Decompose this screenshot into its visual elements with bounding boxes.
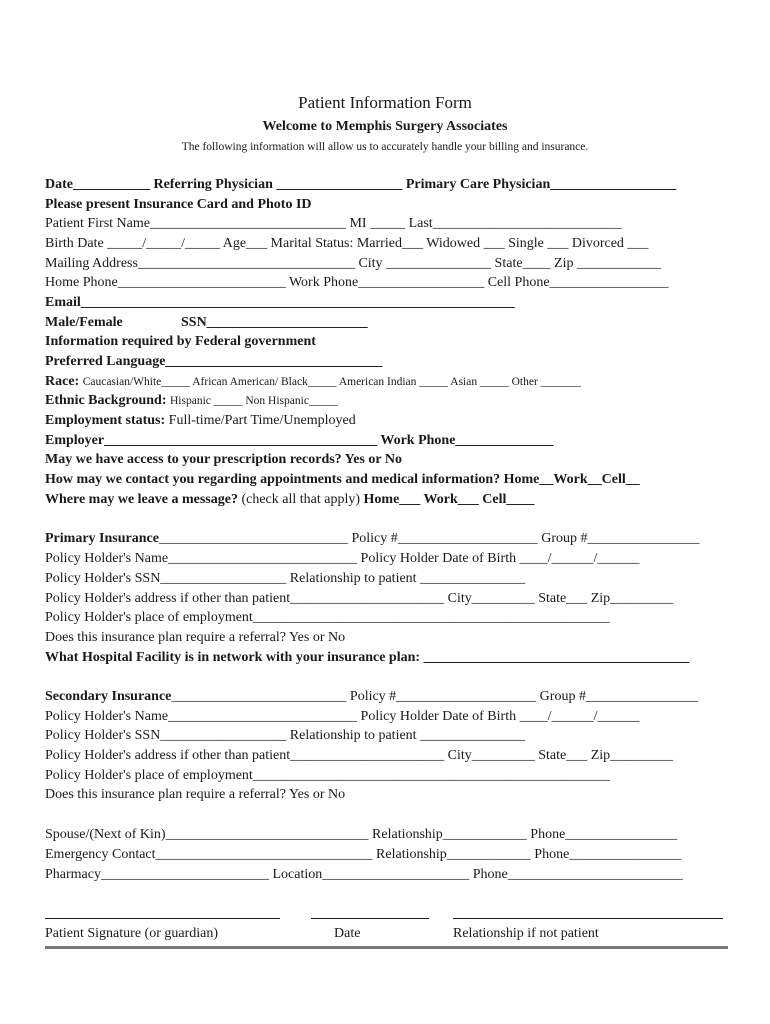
patient-signature-field[interactable] xyxy=(45,918,280,919)
patient-name-line[interactable]: Patient First Name____________________________ MI _____ Last___________________________ xyxy=(45,216,622,231)
date-physician-line[interactable]: Date___________ Referring Physician __________________ Primary Care Physician__________________ xyxy=(45,177,677,192)
signature-date-field[interactable] xyxy=(311,918,429,919)
gender-label[interactable]: Male/Female xyxy=(45,315,123,330)
message-options[interactable]: Home___ Work___ Cell____ xyxy=(363,492,535,507)
mailing-address-line[interactable]: Mailing Address_______________________________ City _______________ State____ Zip ____________ xyxy=(45,256,661,271)
primary-referral-line[interactable]: Does this insurance plan require a referral? Yes or No xyxy=(45,630,346,645)
federal-info-heading: Information required by Federal government xyxy=(45,334,316,349)
employment-options[interactable]: Full-time/Part Time/Unemployed xyxy=(168,413,356,428)
practice-welcome: Welcome to Memphis Surgery Associates xyxy=(262,119,508,134)
primary-holder-name-line[interactable]: Policy Holder's Name___________________________ Policy Holder Date of Birth ____/______/______ xyxy=(45,551,640,566)
ssn-line[interactable]: SSN_______________________ xyxy=(181,315,368,330)
race-options[interactable]: Caucasian/White_____ African American/ Black_____ American Indian _____ Asian _____ Other _______ xyxy=(82,376,581,388)
insurance-card-notice: Please present Insurance Card and Photo ID xyxy=(45,197,312,212)
message-preference-line[interactable] xyxy=(45,490,534,510)
phone-numbers-line[interactable]: Home Phone________________________ Work Phone__________________ Cell Phone_________________ xyxy=(45,275,669,290)
emergency-contact-line[interactable]: Emergency Contact_______________________________ Relationship____________ Phone________________ xyxy=(45,847,682,862)
secondary-holder-name-line[interactable]: Policy Holder's Name___________________________ Policy Holder Date of Birth ____/______/______ xyxy=(45,709,640,724)
prescription-access-line[interactable]: May we have access to your prescription records? Yes or No xyxy=(45,452,402,467)
secondary-insurance-fields[interactable]: _________________________ Policy #____________________ Group #________________ xyxy=(171,689,698,704)
ethnic-options[interactable]: Hispanic _____ Non Hispanic_____ xyxy=(170,395,338,407)
contact-preference-line[interactable]: How may we contact you regarding appointments and medical information? Home__Work__Cell__ xyxy=(45,472,640,487)
secondary-insurance-label: Secondary Insurance xyxy=(45,689,172,704)
preferred-language-line[interactable]: Preferred Language_______________________________ xyxy=(45,354,383,369)
secondary-referral-line[interactable]: Does this insurance plan require a referral? Yes or No xyxy=(45,787,346,802)
ethnic-label: Ethnic Background: xyxy=(45,393,167,408)
hospital-network-line[interactable]: What Hospital Facility is in network with your insurance plan: ______________________________________ xyxy=(45,650,690,665)
pharmacy-line[interactable]: Pharmacy________________________ Location_____________________ Phone_________________________ xyxy=(45,867,683,882)
relationship-label: Relationship if not patient xyxy=(453,926,599,941)
bottom-divider xyxy=(45,946,728,949)
primary-holder-employment-line[interactable]: Policy Holder's place of employment___________________________________________________ xyxy=(45,610,610,625)
signature-date-label: Date xyxy=(334,926,361,941)
employment-line[interactable] xyxy=(45,411,356,431)
secondary-holder-employment-line[interactable]: Policy Holder's place of employment___________________________________________________ xyxy=(45,768,610,783)
ethnic-line[interactable] xyxy=(45,391,338,411)
primary-holder-address-line[interactable]: Policy Holder's address if other than patient______________________ City_________ State___ Zip_________ xyxy=(45,591,674,606)
message-hint: (check all that apply) xyxy=(241,492,361,507)
employment-label: Employment status: xyxy=(45,413,166,428)
primary-insurance-fields[interactable]: ___________________________ Policy #____________________ Group #________________ xyxy=(158,531,700,546)
primary-insurance-line[interactable] xyxy=(45,529,700,549)
patient-signature-label: Patient Signature (or guardian) xyxy=(45,926,219,941)
form-intro: The following information will allow us to accurately handle your billing and insurance. xyxy=(181,141,589,153)
secondary-insurance-line[interactable] xyxy=(45,687,698,707)
secondary-holder-address-line[interactable]: Policy Holder's address if other than patient______________________ City_________ State___ Zip_________ xyxy=(45,748,674,763)
message-label: Where may we leave a message? xyxy=(45,492,238,507)
primary-insurance-label: Primary Insurance xyxy=(45,531,159,546)
race-line[interactable] xyxy=(45,372,581,392)
primary-holder-ssn-line[interactable]: Policy Holder's SSN__________________ Relationship to patient _______________ xyxy=(45,571,526,586)
form-title: Patient Information Form xyxy=(298,93,472,112)
secondary-holder-ssn-line[interactable]: Policy Holder's SSN__________________ Relationship to patient _______________ xyxy=(45,728,526,743)
employer-line[interactable]: Employer_______________________________________ Work Phone______________ xyxy=(45,433,554,448)
relationship-field[interactable] xyxy=(453,918,723,919)
race-label: Race: xyxy=(45,374,80,389)
birth-marital-line[interactable]: Birth Date _____/_____/_____ Age___ Marital Status: Married___ Widowed ___ Single ___ Divorced ___ xyxy=(45,236,649,251)
email-line[interactable]: Email______________________________________________________________ xyxy=(45,295,515,310)
spouse-kin-line[interactable]: Spouse/(Next of Kin)_____________________________ Relationship____________ Phone________________ xyxy=(45,827,678,842)
